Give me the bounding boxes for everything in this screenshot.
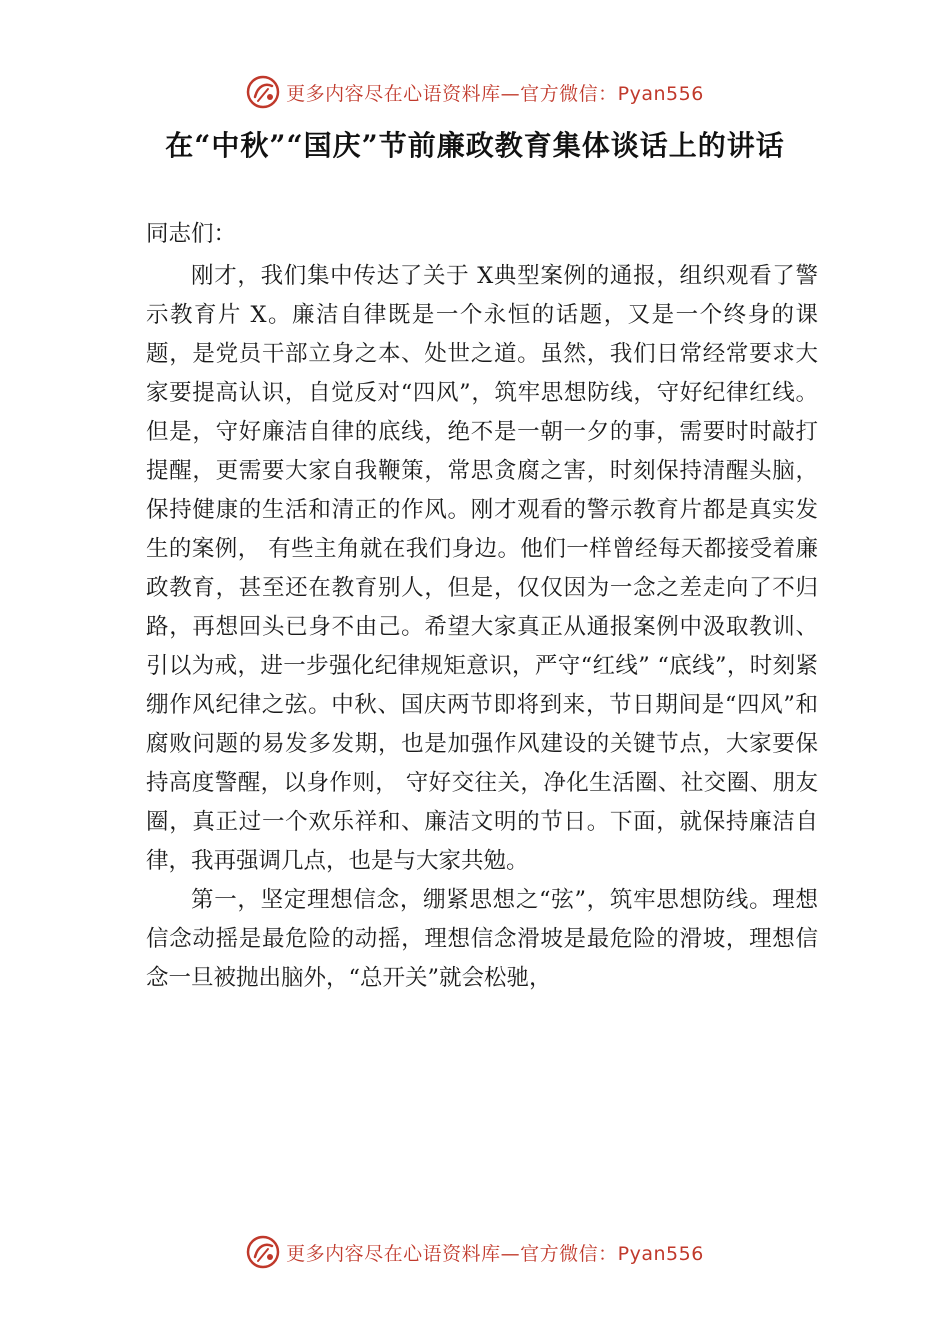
watermark-text: 更多内容尽在心语资料库—官方微信：Pyan556 bbox=[286, 82, 704, 105]
greeting: 同志们： bbox=[146, 221, 237, 247]
footer-watermark bbox=[0, 1234, 950, 1270]
paragraph-2: 第一，坚定理想信念，绷紧思想之“弦”，筑牢思想防线。理想信念动摇是最危险的动摇，理想信念滑坡是最危险的滑坡，理想信念一旦被抛出脑外，“总开关”就会松驰， bbox=[146, 887, 818, 991]
watermark-wechat-id: Pyan556 bbox=[617, 82, 704, 105]
header-watermark bbox=[0, 74, 950, 110]
watermark-wechat-id: Pyan556 bbox=[617, 1242, 704, 1265]
document-body bbox=[146, 215, 818, 998]
paragraph-1: 刚才，我们集中传达了关于 X典型案例的通报，组织观看了警示教育片 X。廉洁自律既是一个永恒的话题，又是一个终身的课题，是党员干部立身之本、处世之道。虽然，我们日常经常要求大家要提高认识，自觉反对“四风”，筑牢思想防线，守好纪律红线。但是，守好廉洁自律的底线，绝不是一朝一夕的事，需要时时敲打提醒，更需要大家自我鞭策，常思贪腐之害，时刻保持清醒头脑，保持健康的生活和清正的作风。刚才观看的警示教育片都是真实发生的案例， 有些主角就在我们身边。他们一样曾经每天都接受着廉政教育，甚至还在教育别人，但是，仅仅因为一念之差走向了不归路，再想回头已身不由己。希望大家真正从通报案例中汲取教训、引以为戒，进一步强化纪律规矩意识，严守“红线” “底线”，时刻紧绷作风纪律之弦。中秋、国庆两节即将到来，节日期间是“四风”和腐败问题的易发多发期，也是加强作风建设的关键节点，大家要保持高度警醒，以身作则， 守好交往关，净化生活圈、社交圈、朋友圈，真正过一个欢乐祥和、廉洁文明的节日。下面，就保持廉洁自律，我再强调几点，也是与大家共勉。 bbox=[146, 263, 818, 874]
watermark-text: 更多内容尽在心语资料库—官方微信：Pyan556 bbox=[286, 1242, 704, 1265]
seal-logo-icon bbox=[246, 75, 280, 109]
document-title: 在“中秋”“国庆”节前廉政教育集体谈话上的讲话 bbox=[165, 129, 785, 162]
seal-logo-icon bbox=[246, 1235, 280, 1269]
